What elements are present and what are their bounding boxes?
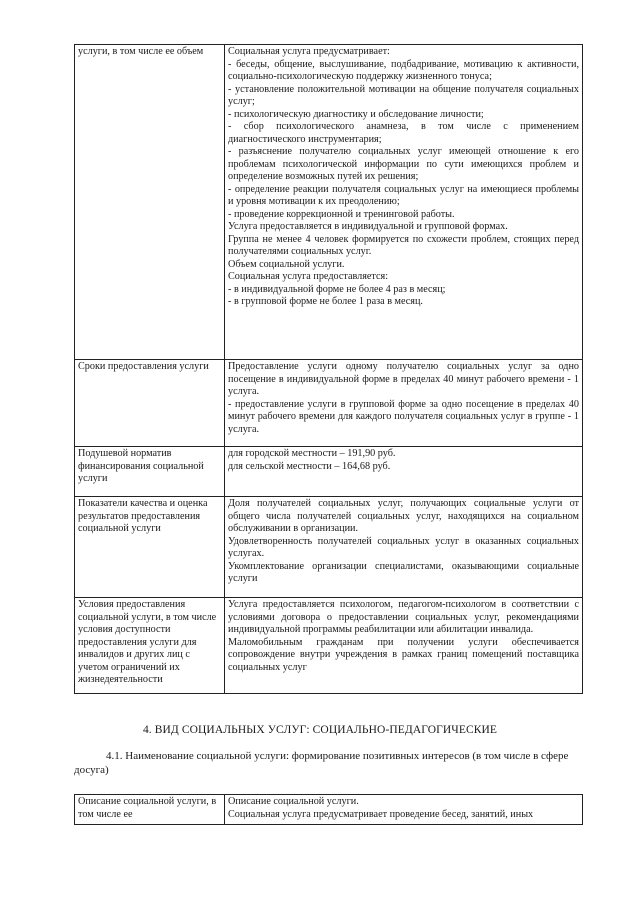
- content-line: для городской местности – 191,90 руб.: [228, 448, 396, 459]
- content-line: Объем социальной услуги.: [228, 258, 345, 270]
- table-row: [75, 598, 583, 694]
- content-line: - в групповой форме не более 1 раза в месяц.: [228, 296, 423, 307]
- service-standard-table: [74, 44, 583, 694]
- content-line: Укомплектование организации специалистами, оказывающими социальные услуги: [228, 560, 579, 584]
- content-line: - в индивидуальной форме не более 4 раз в месяц;: [228, 283, 446, 295]
- table-row: [75, 447, 583, 497]
- content-line: Предоставление услуги одному получателю социальных услуг за одно посещение в индивидуальной форме в пределах 40 минут рабочего времени - 1 услуга.: [228, 361, 579, 397]
- table-row: [75, 795, 583, 825]
- row-content: [225, 360, 583, 447]
- content-line: Услуга предоставляется в индивидуальной и групповой формах.: [228, 221, 508, 232]
- content-line: - сбор психологического анамнеза, в том числе с применением диагностического инструментария;: [228, 121, 579, 145]
- content-line: Услуга предоставляется психологом, педагогом-психологом в соответствии с условиями договора о предоставлении социальных услуг, рекомендациями индивидуальной программы реабилитации или абилитации инвалида.: [228, 599, 579, 635]
- content-line: - определение реакции получателя социальных услуг на имеющиеся проблемы и уровня мотивации к их преодолению;: [228, 183, 579, 207]
- table-row: [75, 360, 583, 447]
- content-line: Социальная услуга предусматривает проведение бесед, занятий, иных: [228, 808, 534, 820]
- paragraph-line: досуга): [74, 764, 109, 776]
- row-content: [225, 598, 583, 694]
- service-description-table: [74, 794, 583, 825]
- content-line: - разъяснение получателю социальных услуг имеющей отношение к его проблемам психологической информации по сути имеющихся проблем и определение возможных путей их решения;: [228, 146, 579, 182]
- content-line: - беседы, общение, выслушивание, подбадривание, мотивацию к активности, социально-психологическую поддержку жизненного тонуса;: [228, 58, 579, 82]
- content-line: - предоставление услуги в групповой форме за одно посещение в пределах 40 минут рабочего времени для каждого получателя социальных услуг в группе - 1 услуга.: [228, 398, 579, 435]
- content-line: - установление положительной мотивации на общение получателя социальных услуг;: [228, 83, 579, 107]
- row-label: Условия предоставления социальной услуги, в том числе условия доступности предоставления услуги для инвалидов и других лиц с учетом ограничений их жизнедеятельности: [75, 598, 225, 694]
- paragraph-line: 4.1. Наименование социальной услуги: формирование позитивных интересов (в том числе в сфере: [106, 750, 569, 762]
- row-content: [225, 795, 583, 825]
- content-line: Описание социальной услуги.: [228, 796, 359, 807]
- row-content: [225, 447, 583, 497]
- content-line: - проведение коррекционной и тренинговой работы.: [228, 208, 455, 220]
- table-row: [75, 497, 583, 598]
- row-label: услуги, в том числе ее объем: [75, 45, 225, 360]
- table-row: [75, 45, 583, 360]
- content-line: Группа не менее 4 человек формируется по схожести проблем, стоящих перед получателями социальных услуг.: [228, 233, 579, 257]
- section-heading: 4. ВИД СОЦИАЛЬНЫХ УСЛУГ: СОЦИАЛЬНО-ПЕДАГОГИЧЕСКИЕ: [142, 724, 498, 736]
- row-content: [225, 45, 583, 360]
- content-line: Маломобильным гражданам при получении услуги обеспечивается сопровождение внутри учреждения в рамках границ помещений поставщика социальных услуг: [228, 636, 579, 673]
- row-label: Показатели качества и оценка результатов предоставления социальной услуги: [75, 497, 225, 598]
- row-label: Описание социальной услуги, в том числе ее: [75, 795, 225, 825]
- content-line: Удовлетворенность получателей социальных услуг в оказанных социальных услугах.: [228, 535, 579, 559]
- content-line: - психологическую диагностику и обследование личности;: [228, 108, 484, 120]
- content-line: Социальная услуга предоставляется:: [228, 271, 389, 282]
- row-label: Подушевой норматив финансирования социальной услуги: [75, 447, 225, 497]
- content-line: Доля получателей социальных услуг, получающих социальные услуги от общего числа получателей социальных услуг, находящихся на социальном обслуживании в организации.: [228, 498, 579, 534]
- service-name-paragraph: [74, 749, 584, 777]
- content-line: для сельской местности – 164,68 руб.: [228, 460, 391, 472]
- row-content: [225, 497, 583, 598]
- content-line: Социальная услуга предусматривает:: [228, 46, 390, 57]
- row-label: Сроки предоставления услуги: [75, 360, 225, 447]
